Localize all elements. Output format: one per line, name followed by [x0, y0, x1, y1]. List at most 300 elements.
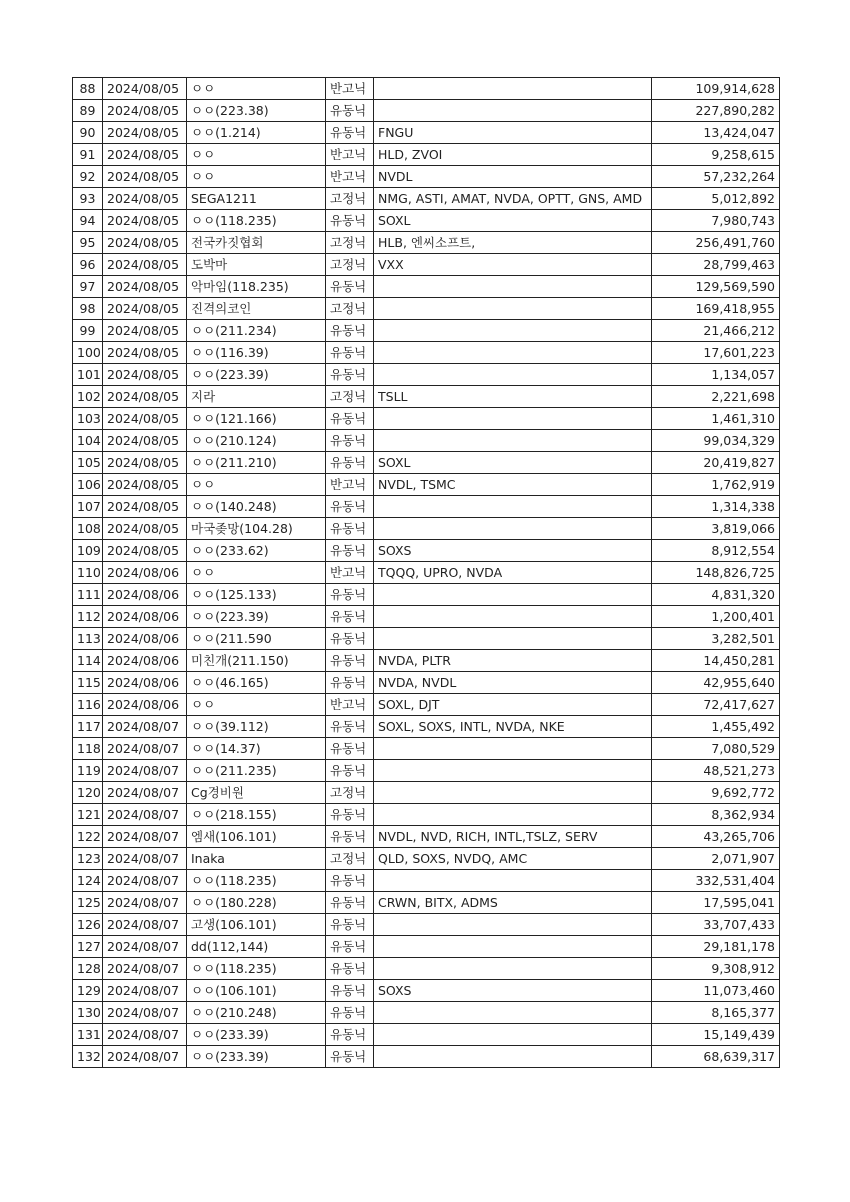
row-nick-type: 유동닉: [326, 804, 374, 826]
row-date: 2024/08/07: [103, 1046, 187, 1068]
row-number: 95: [73, 232, 103, 254]
row-number: 112: [73, 606, 103, 628]
row-amount: 21,466,212: [652, 320, 780, 342]
row-nick-type: 유동닉: [326, 320, 374, 342]
table-row: [73, 122, 780, 144]
row-tickers: HLB, 엔씨소프트,: [374, 232, 652, 254]
row-nickname: 지라: [187, 386, 326, 408]
row-nickname: ㅇㅇ(125.133): [187, 584, 326, 606]
table-row: [73, 628, 780, 650]
row-number: 110: [73, 562, 103, 584]
row-nick-type: 유동닉: [326, 716, 374, 738]
row-tickers: NVDL, TSMC: [374, 474, 652, 496]
row-nickname: ㅇㅇ(118.235): [187, 210, 326, 232]
row-nickname: ㅇㅇ(106.101): [187, 980, 326, 1002]
row-amount: 9,692,772: [652, 782, 780, 804]
row-amount: 129,569,590: [652, 276, 780, 298]
row-nick-type: 반고닉: [326, 562, 374, 584]
row-date: 2024/08/05: [103, 452, 187, 474]
row-tickers: NVDL: [374, 166, 652, 188]
row-nick-type: 유동닉: [326, 870, 374, 892]
row-nickname: 전국카짓협회: [187, 232, 326, 254]
table-row: [73, 672, 780, 694]
row-number: 118: [73, 738, 103, 760]
row-number: 101: [73, 364, 103, 386]
row-nickname: ㅇㅇ: [187, 166, 326, 188]
row-date: 2024/08/07: [103, 826, 187, 848]
row-tickers: [374, 958, 652, 980]
table-row: [73, 650, 780, 672]
row-nick-type: 유동닉: [326, 540, 374, 562]
row-number: 89: [73, 100, 103, 122]
row-nickname: ㅇㅇ(211.235): [187, 760, 326, 782]
row-tickers: SOXL: [374, 452, 652, 474]
row-tickers: CRWN, BITX, ADMS: [374, 892, 652, 914]
row-amount: 332,531,404: [652, 870, 780, 892]
row-nickname: ㅇㅇ(118.235): [187, 870, 326, 892]
row-nick-type: 유동닉: [326, 210, 374, 232]
row-nick-type: 유동닉: [326, 760, 374, 782]
row-amount: 14,450,281: [652, 650, 780, 672]
row-number: 98: [73, 298, 103, 320]
row-nickname: ㅇㅇ(211.210): [187, 452, 326, 474]
row-amount: 29,181,178: [652, 936, 780, 958]
row-nick-type: 고정닉: [326, 232, 374, 254]
row-number: 131: [73, 1024, 103, 1046]
row-amount: 48,521,273: [652, 760, 780, 782]
row-nickname: ㅇㅇ: [187, 694, 326, 716]
row-nickname: ㅇㅇ(223.38): [187, 100, 326, 122]
table-row: [73, 298, 780, 320]
row-tickers: SOXS: [374, 980, 652, 1002]
row-nickname: 도박마: [187, 254, 326, 276]
row-date: 2024/08/05: [103, 210, 187, 232]
row-amount: 13,424,047: [652, 122, 780, 144]
row-number: 126: [73, 914, 103, 936]
table-row: [73, 914, 780, 936]
row-number: 121: [73, 804, 103, 826]
row-nick-type: 유동닉: [326, 628, 374, 650]
row-number: 124: [73, 870, 103, 892]
row-date: 2024/08/05: [103, 166, 187, 188]
row-number: 123: [73, 848, 103, 870]
row-nickname: ㅇㅇ(14.37): [187, 738, 326, 760]
row-number: 111: [73, 584, 103, 606]
row-date: 2024/08/07: [103, 936, 187, 958]
table-row: [73, 584, 780, 606]
row-amount: 2,071,907: [652, 848, 780, 870]
row-date: 2024/08/05: [103, 232, 187, 254]
row-amount: 15,149,439: [652, 1024, 780, 1046]
row-nickname: 미친개(211.150): [187, 650, 326, 672]
row-number: 92: [73, 166, 103, 188]
row-number: 125: [73, 892, 103, 914]
row-date: 2024/08/05: [103, 78, 187, 100]
row-amount: 8,362,934: [652, 804, 780, 826]
row-nickname: ㅇㅇ(1.214): [187, 122, 326, 144]
row-nick-type: 유동닉: [326, 408, 374, 430]
row-nickname: ㅇㅇ(116.39): [187, 342, 326, 364]
table-row: [73, 100, 780, 122]
table-row: [73, 386, 780, 408]
row-nickname: ㅇㅇ(210.124): [187, 430, 326, 452]
row-date: 2024/08/06: [103, 672, 187, 694]
row-amount: 1,762,919: [652, 474, 780, 496]
table-row: [73, 848, 780, 870]
row-number: 99: [73, 320, 103, 342]
row-nick-type: 유동닉: [326, 606, 374, 628]
row-amount: 1,455,492: [652, 716, 780, 738]
row-date: 2024/08/07: [103, 738, 187, 760]
row-number: 127: [73, 936, 103, 958]
row-nick-type: 유동닉: [326, 980, 374, 1002]
row-nickname: ㅇㅇ(233.39): [187, 1024, 326, 1046]
row-number: 109: [73, 540, 103, 562]
row-number: 116: [73, 694, 103, 716]
row-nickname: ㅇㅇ: [187, 474, 326, 496]
row-date: 2024/08/06: [103, 606, 187, 628]
row-amount: 43,265,706: [652, 826, 780, 848]
row-amount: 17,601,223: [652, 342, 780, 364]
row-number: 115: [73, 672, 103, 694]
row-nick-type: 고정닉: [326, 188, 374, 210]
table-row: [73, 738, 780, 760]
row-number: 114: [73, 650, 103, 672]
row-date: 2024/08/07: [103, 804, 187, 826]
table-row: [73, 1024, 780, 1046]
row-date: 2024/08/07: [103, 958, 187, 980]
table-row: [73, 760, 780, 782]
row-date: 2024/08/05: [103, 364, 187, 386]
row-nickname: ㅇㅇ: [187, 78, 326, 100]
row-tickers: [374, 342, 652, 364]
row-nick-type: 유동닉: [326, 914, 374, 936]
row-tickers: NVDL, NVD, RICH, INTL,TSLZ, SERV: [374, 826, 652, 848]
row-number: 107: [73, 496, 103, 518]
table-row: [73, 188, 780, 210]
row-date: 2024/08/06: [103, 562, 187, 584]
row-nickname: ㅇㅇ(211.590: [187, 628, 326, 650]
row-amount: 99,034,329: [652, 430, 780, 452]
row-tickers: SOXL, SOXS, INTL, NVDA, NKE: [374, 716, 652, 738]
row-number: 94: [73, 210, 103, 232]
row-date: 2024/08/05: [103, 408, 187, 430]
row-tickers: [374, 914, 652, 936]
table-row: [73, 78, 780, 100]
row-nick-type: 유동닉: [326, 584, 374, 606]
row-nick-type: 유동닉: [326, 826, 374, 848]
row-number: 100: [73, 342, 103, 364]
row-number: 119: [73, 760, 103, 782]
table-row: [73, 804, 780, 826]
row-tickers: [374, 364, 652, 386]
row-nickname: Cg경비원: [187, 782, 326, 804]
table-row: [73, 452, 780, 474]
table-row: [73, 958, 780, 980]
row-amount: 5,012,892: [652, 188, 780, 210]
row-number: 117: [73, 716, 103, 738]
table-row: [73, 144, 780, 166]
table-row: [73, 562, 780, 584]
row-amount: 8,165,377: [652, 1002, 780, 1024]
row-nick-type: 유동닉: [326, 364, 374, 386]
table-row: [73, 276, 780, 298]
row-nickname: ㅇㅇ(180.228): [187, 892, 326, 914]
row-number: 105: [73, 452, 103, 474]
row-tickers: [374, 496, 652, 518]
row-nick-type: 유동닉: [326, 122, 374, 144]
row-number: 113: [73, 628, 103, 650]
row-amount: 227,890,282: [652, 100, 780, 122]
row-nick-type: 유동닉: [326, 100, 374, 122]
row-date: 2024/08/07: [103, 1024, 187, 1046]
row-nickname: ㅇㅇ(223.39): [187, 606, 326, 628]
row-nick-type: 유동닉: [326, 518, 374, 540]
row-tickers: TSLL: [374, 386, 652, 408]
row-number: 90: [73, 122, 103, 144]
row-date: 2024/08/05: [103, 540, 187, 562]
ledger-body: [73, 78, 780, 1068]
row-amount: 20,419,827: [652, 452, 780, 474]
row-nick-type: 유동닉: [326, 496, 374, 518]
row-amount: 42,955,640: [652, 672, 780, 694]
row-nickname: 악마임(118.235): [187, 276, 326, 298]
row-nick-type: 유동닉: [326, 958, 374, 980]
row-nick-type: 유동닉: [326, 650, 374, 672]
row-nickname: SEGA1211: [187, 188, 326, 210]
row-date: 2024/08/05: [103, 518, 187, 540]
row-nickname: ㅇㅇ(211.234): [187, 320, 326, 342]
row-amount: 256,491,760: [652, 232, 780, 254]
row-nick-type: 반고닉: [326, 694, 374, 716]
table-row: [73, 430, 780, 452]
row-nickname: ㅇㅇ: [187, 144, 326, 166]
row-amount: 7,080,529: [652, 738, 780, 760]
row-tickers: [374, 738, 652, 760]
row-tickers: QLD, SOXS, NVDQ, AMC: [374, 848, 652, 870]
row-date: 2024/08/07: [103, 716, 187, 738]
row-amount: 169,418,955: [652, 298, 780, 320]
row-tickers: [374, 628, 652, 650]
row-nick-type: 반고닉: [326, 166, 374, 188]
row-nick-type: 유동닉: [326, 672, 374, 694]
table-row: [73, 782, 780, 804]
table-row: [73, 342, 780, 364]
row-nickname: ㅇㅇ: [187, 562, 326, 584]
row-date: 2024/08/07: [103, 1002, 187, 1024]
table-row: [73, 980, 780, 1002]
row-tickers: [374, 584, 652, 606]
row-amount: 33,707,433: [652, 914, 780, 936]
row-date: 2024/08/05: [103, 320, 187, 342]
row-nick-type: 유동닉: [326, 1046, 374, 1068]
row-tickers: [374, 320, 652, 342]
row-nick-type: 유동닉: [326, 1002, 374, 1024]
row-number: 132: [73, 1046, 103, 1068]
row-number: 130: [73, 1002, 103, 1024]
row-date: 2024/08/05: [103, 254, 187, 276]
row-tickers: [374, 1046, 652, 1068]
row-nick-type: 유동닉: [326, 1024, 374, 1046]
row-amount: 4,831,320: [652, 584, 780, 606]
row-number: 106: [73, 474, 103, 496]
table-row: [73, 936, 780, 958]
row-tickers: [374, 1024, 652, 1046]
row-amount: 9,258,615: [652, 144, 780, 166]
table-row: [73, 518, 780, 540]
row-number: 108: [73, 518, 103, 540]
table-row: [73, 1002, 780, 1024]
row-number: 128: [73, 958, 103, 980]
row-date: 2024/08/05: [103, 386, 187, 408]
row-amount: 1,461,310: [652, 408, 780, 430]
table-row: [73, 826, 780, 848]
row-tickers: [374, 804, 652, 826]
row-tickers: TQQQ, UPRO, NVDA: [374, 562, 652, 584]
row-tickers: [374, 870, 652, 892]
row-tickers: [374, 276, 652, 298]
row-date: 2024/08/07: [103, 914, 187, 936]
row-date: 2024/08/06: [103, 628, 187, 650]
row-date: 2024/08/05: [103, 298, 187, 320]
row-nick-type: 반고닉: [326, 78, 374, 100]
row-number: 93: [73, 188, 103, 210]
table-row: [73, 364, 780, 386]
row-amount: 2,221,698: [652, 386, 780, 408]
table-row: [73, 408, 780, 430]
row-date: 2024/08/06: [103, 650, 187, 672]
row-nickname: ㅇㅇ(223.39): [187, 364, 326, 386]
row-amount: 1,314,338: [652, 496, 780, 518]
row-tickers: [374, 606, 652, 628]
row-date: 2024/08/07: [103, 870, 187, 892]
row-nick-type: 유동닉: [326, 430, 374, 452]
row-amount: 72,417,627: [652, 694, 780, 716]
row-date: 2024/08/05: [103, 122, 187, 144]
row-tickers: [374, 430, 652, 452]
row-tickers: [374, 100, 652, 122]
row-tickers: VXX: [374, 254, 652, 276]
row-nickname: ㅇㅇ(210.248): [187, 1002, 326, 1024]
row-number: 97: [73, 276, 103, 298]
row-number: 102: [73, 386, 103, 408]
row-amount: 1,134,057: [652, 364, 780, 386]
row-nick-type: 고정닉: [326, 298, 374, 320]
row-nick-type: 유동닉: [326, 276, 374, 298]
row-amount: 9,308,912: [652, 958, 780, 980]
row-nickname: 마국좆망(104.28): [187, 518, 326, 540]
row-nick-type: 유동닉: [326, 738, 374, 760]
row-nickname: ㅇㅇ(39.112): [187, 716, 326, 738]
row-date: 2024/08/05: [103, 496, 187, 518]
row-date: 2024/08/05: [103, 188, 187, 210]
row-number: 91: [73, 144, 103, 166]
row-nick-type: 유동닉: [326, 452, 374, 474]
row-tickers: [374, 782, 652, 804]
table-row: [73, 254, 780, 276]
row-amount: 28,799,463: [652, 254, 780, 276]
row-amount: 7,980,743: [652, 210, 780, 232]
row-date: 2024/08/05: [103, 342, 187, 364]
row-tickers: [374, 78, 652, 100]
table-row: [73, 320, 780, 342]
row-date: 2024/08/07: [103, 760, 187, 782]
table-row: [73, 166, 780, 188]
table-row: [73, 606, 780, 628]
row-nick-type: 고정닉: [326, 386, 374, 408]
row-nickname: ㅇㅇ(218.155): [187, 804, 326, 826]
row-tickers: FNGU: [374, 122, 652, 144]
table-row: [73, 232, 780, 254]
row-nick-type: 유동닉: [326, 342, 374, 364]
table-row: [73, 716, 780, 738]
row-number: 103: [73, 408, 103, 430]
row-date: 2024/08/06: [103, 694, 187, 716]
row-date: 2024/08/07: [103, 848, 187, 870]
row-amount: 8,912,554: [652, 540, 780, 562]
row-number: 122: [73, 826, 103, 848]
row-amount: 109,914,628: [652, 78, 780, 100]
row-tickers: [374, 298, 652, 320]
row-tickers: [374, 936, 652, 958]
row-nickname: ㅇㅇ(46.165): [187, 672, 326, 694]
row-tickers: NVDA, NVDL: [374, 672, 652, 694]
row-tickers: SOXS: [374, 540, 652, 562]
row-nick-type: 유동닉: [326, 892, 374, 914]
table-row: [73, 1046, 780, 1068]
row-nickname: ㅇㅇ(233.62): [187, 540, 326, 562]
table-row: [73, 474, 780, 496]
row-nick-type: 반고닉: [326, 474, 374, 496]
row-nickname: ㅇㅇ(121.166): [187, 408, 326, 430]
row-date: 2024/08/05: [103, 474, 187, 496]
row-date: 2024/08/07: [103, 980, 187, 1002]
table-row: [73, 496, 780, 518]
row-tickers: NMG, ASTI, AMAT, NVDA, OPTT, GNS, AMD: [374, 188, 652, 210]
row-nickname: 엠새(106.101): [187, 826, 326, 848]
row-number: 96: [73, 254, 103, 276]
row-amount: 68,639,317: [652, 1046, 780, 1068]
row-nickname: 고생(106.101): [187, 914, 326, 936]
row-number: 88: [73, 78, 103, 100]
row-date: 2024/08/05: [103, 100, 187, 122]
row-nick-type: 고정닉: [326, 254, 374, 276]
ledger-table: [72, 77, 780, 1068]
row-tickers: [374, 760, 652, 782]
row-tickers: HLD, ZVOI: [374, 144, 652, 166]
row-tickers: [374, 518, 652, 540]
row-date: 2024/08/05: [103, 430, 187, 452]
row-nick-type: 고정닉: [326, 782, 374, 804]
table-row: [73, 892, 780, 914]
row-amount: 57,232,264: [652, 166, 780, 188]
row-amount: 3,819,066: [652, 518, 780, 540]
row-date: 2024/08/06: [103, 584, 187, 606]
table-row: [73, 694, 780, 716]
row-nickname: dd(112,144): [187, 936, 326, 958]
row-amount: 3,282,501: [652, 628, 780, 650]
row-nickname: ㅇㅇ(118.235): [187, 958, 326, 980]
row-tickers: NVDA, PLTR: [374, 650, 652, 672]
row-tickers: SOXL, DJT: [374, 694, 652, 716]
table-row: [73, 870, 780, 892]
row-amount: 1,200,401: [652, 606, 780, 628]
row-number: 104: [73, 430, 103, 452]
row-date: 2024/08/05: [103, 144, 187, 166]
row-tickers: [374, 408, 652, 430]
row-nickname: ㅇㅇ(233.39): [187, 1046, 326, 1068]
row-nickname: 진격의코인: [187, 298, 326, 320]
